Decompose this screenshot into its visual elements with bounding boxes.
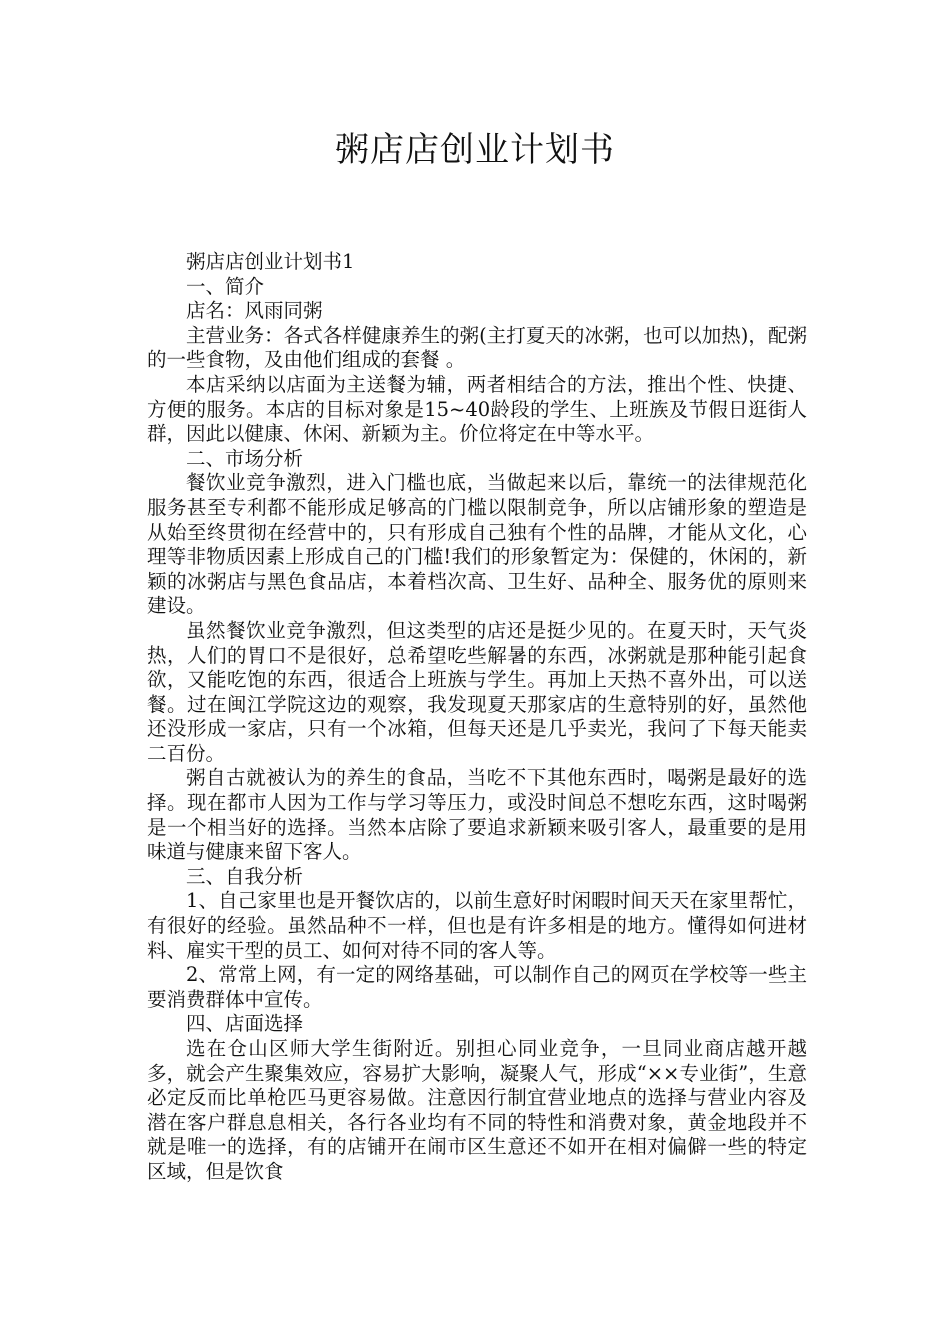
section-heading: 四、店面选择 [186,1012,304,1036]
paragraph: 选在仓山区师大学生街附近。别担心同业竞争，一旦同业商店越开越多，就会产生聚集效应，容易扩大影响，凝聚人气，形成“××专业街”，生意必定反而比单枪匹马更容易做。注意因行制宜营业地点的选择与营业内容及潜在客户群息息相关，各行各业均有不同的特性和消费对象，黄金地段并不就是唯一的选择，有的店铺开在闹市区生意还不如开在相对偏僻一些的特定区域，但是饮食 [147,1037,807,1183]
section-heading: 粥店店创业计划书1 [186,250,355,273]
paragraph: 本店采纳以店面为主送餐为辅，两者相结合的方法，推出个性、快捷、方便的服务。本店的目标对象是15~40龄段的学生、上班族及节假日逛街人群，因此以健康、休闲、新颖为主。价位将定在中等水平。 [147,372,807,446]
section-heading: 一、简介 [186,274,265,298]
paragraph: 2、常常上网，有一定的网络基础，可以制作自己的网页在学校等一些主要消费群体中宣传。 [147,963,807,1011]
paragraph: 主营业务：各式各样健康养生的粥(主打夏天的冰粥，也可以加热)，配粥的一些食物，及由他们组成的套餐 。 [147,323,807,372]
section-heading: 三、自我分析 [186,864,304,888]
paragraph: 虽然餐饮业竞争激烈，但这类型的店还是挺少见的。在夏天时，天气炎热，人们的胃口不是很好，总希望吃些解暑的东西，冰粥就是那种能引起食欲，又能吃饱的东西，很适合上班族与学生。再加上天热不喜外出，可以送餐。过在闽江学院这边的观察，我发现夏天那家店的生意特别的好，虽然他还没形成一家店，只有一个冰箱，但每天还是几乎卖光，我问了下每天能卖二百份。 [147,618,807,765]
paragraph: 1、自己家里也是开餐饮店的，以前生意好时闲暇时间天天在家里帮忙，有很好的经验。虽然品种不一样，但也是有许多相是的地方。懂得如何进材料、雇实干型的员工、如何对待不同的客人等。 [147,889,807,962]
paragraph: 餐饮业竞争激烈，进入门槛也底，当做起来以后，靠统一的法律规范化服务甚至专利都不能形成足够高的门槛以限制竞争，所以店铺形象的塑造是从始至终贯彻在经营中的，只有形成自己独有个性的品牌，才能从文化，心理等非物质因素上形成自己的门槛!我们的形象暂定为：保健的，休闲的，新颖的冰粥店与黑色食品店，本着档次高、卫生好、品种全、服务优的原则来建设。 [147,471,807,618]
paragraph: 店名：风雨同粥 [186,299,323,323]
document-body [147,250,807,1185]
paragraph: 粥自古就被认为的养生的食品，当吃不下其他东西时，喝粥是最好的选择。现在都市人因为工作与学习等压力，或没时间总不想吃东西，这时喝粥是一个相当好的选择。当然本店除了要追求新颖来吸引客人，最重要的是用味道与健康来留下客人。 [147,766,807,864]
document-title: 粥店店创业计划书 [335,130,615,170]
section-heading: 二、市场分析 [186,446,304,470]
